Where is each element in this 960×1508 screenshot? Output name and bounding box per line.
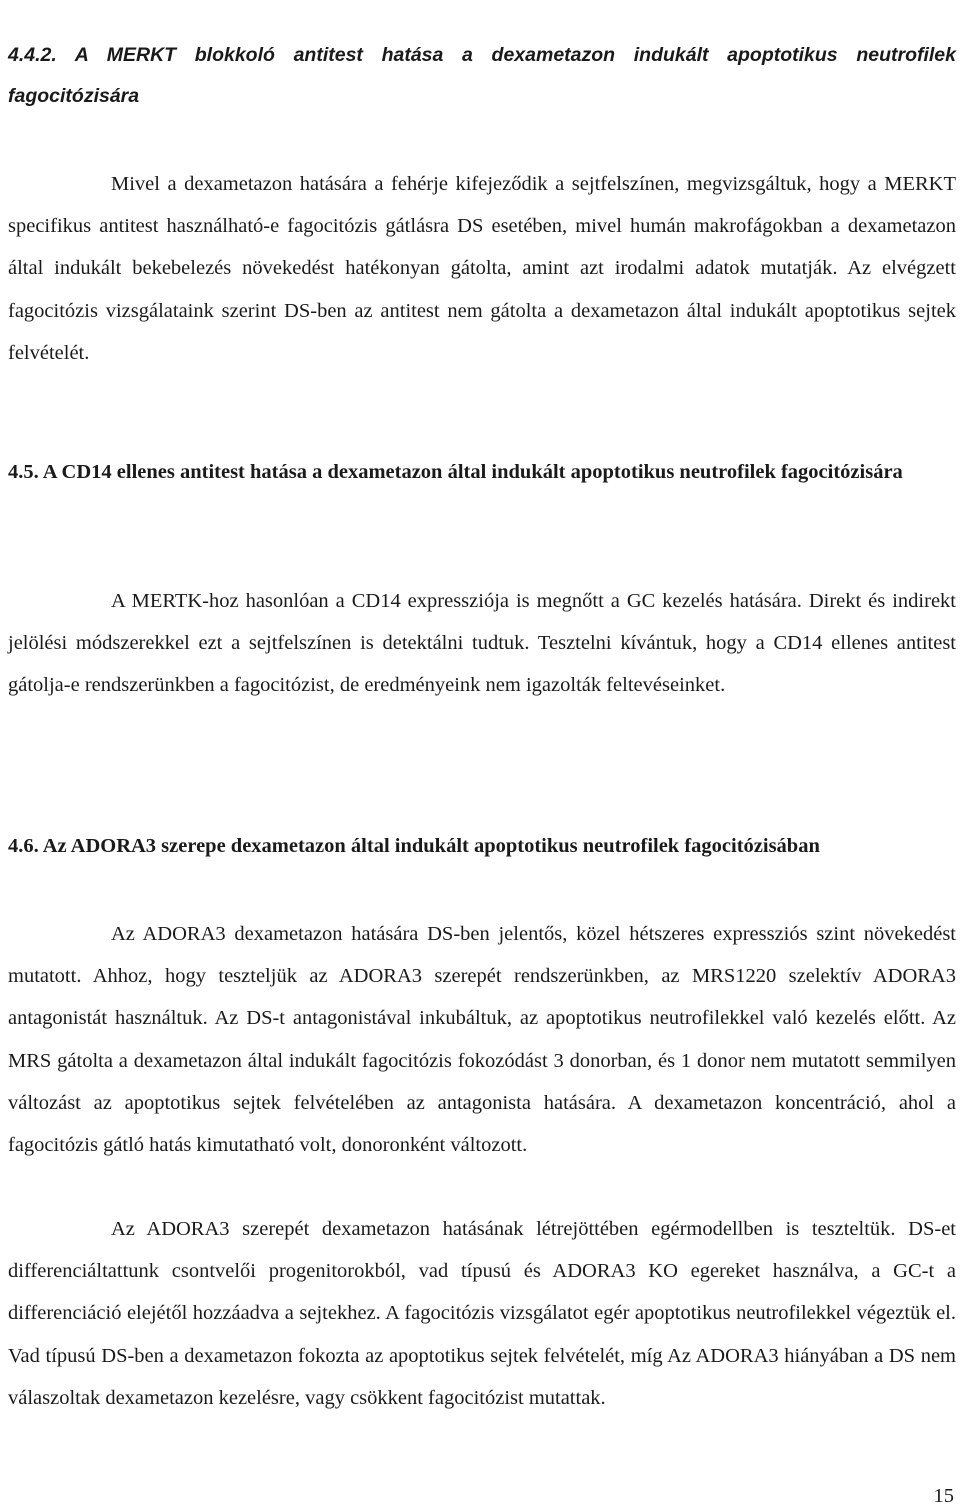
section-4-6-paragraph-1: Az ADORA3 dexametazon hatására DS-ben jelentős, közel hétszeres expressziós szint növekedést mutatott. Ahhoz, hogy teszteljük az ADORA3 szerepét rendszerünkben, az MRS1220 szelektív ADORA3 antagonistát használtuk. Az DS-t antagonistával inkubáltuk, az apoptotikus neutrofilekkel való kezelés előtt. Az MRS gátolta a dexametazon által indukált fagocitózis fokozódást 3 donorban, és 1 donor nem mutatott semmilyen változást az apoptotikus sejtek felvételében az antagonista hatására. A dexametazon koncentráció, ahol a fagocitózis gátló hatás kimutatható volt, donoronként változott. <box>8 923 956 1157</box>
section-4-5-paragraph: A MERTK-hoz hasonlóan a CD14 expressziója is megnőtt a GC kezelés hatására. Direkt és indirekt jelölési módszerekkel ezt a sejtfelszínen is detektálni tudtuk. Tesztelni kívántuk, hogy a CD14 ellenes antitest gátolja-e rendszerünkben a fagocitózist, de eredményeink nem igazolták feltevéseinket. <box>8 590 956 697</box>
section-4-6-paragraph-2: Az ADORA3 szerepét dexametazon hatásának létrejöttében egérmodellben is teszteltük. DS-et differenciáltattunk csontvelői progenitorokból, vad típusú és ADORA3 KO egereket használva, a GC-t a differenciáció elejétől hozzáadva a sejtekhez. A fagocitózis vizsgálatot egér apoptotikus neutrofilekkel végeztük el. Vad típusú DS-ben a dexametazon fokozta az apoptotikus sejtek felvételét, míg Az ADORA3 hiányában a DS nem válaszoltak dexametazon kezelésre, vagy csökkent fagocitózist mutattak. <box>8 1218 956 1409</box>
section-4-4-2-paragraph: Mivel a dexametazon hatására a fehérje kifejeződik a sejtfelszínen, megvizsgáltuk, hogy a MERKT specifikus antitest használható-e fagocitózis gátlásra DS esetében, mivel humán makrofágokban a dexametazon által indukált bekebelezés növekedést hatékonyan gátolta, amint azt irodalmi adatok mutatják. Az elvégzett fagocitózis vizsgálataink szerint DS-ben az antitest nem gátolta a dexametazon által indukált apoptotikus sejtek felvételét. <box>8 173 956 364</box>
page-number: 15 <box>933 1485 954 1507</box>
section-heading-4-5: 4.5. A CD14 ellenes antitest hatása a dexametazon által indukált apoptotikus neutrofilek fagocitózisára <box>8 461 903 483</box>
section-heading-4-4-2: 4.4.2. A MERKT blokkoló antitest hatása a dexametazon indukált apoptotikus neutrofilek fagocitózisára <box>8 44 956 107</box>
section-heading-4-6: 4.6. Az ADORA3 szerepe dexametazon által indukált apoptotikus neutrofilek fagocitózisában <box>8 835 820 857</box>
